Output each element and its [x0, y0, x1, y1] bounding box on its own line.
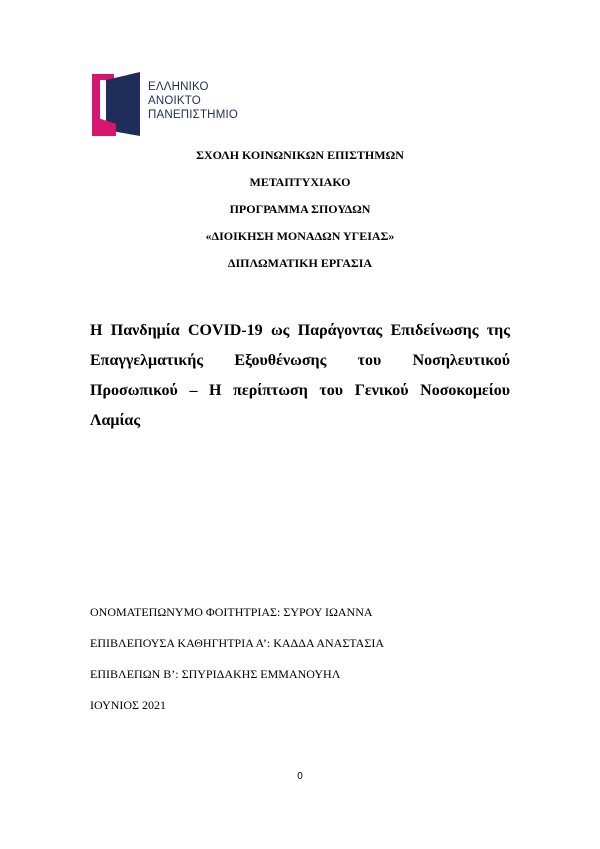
school-name: ΣΧΟΛΗ ΚΟΙΝΩΝΙΚΩΝ ΕΠΙΣΤΗΜΩΝ: [196, 148, 404, 162]
thesis-info: [90, 597, 384, 721]
program-label: ΠΡΟΓΡΑΜΜΑ ΣΠΟΥΔΩΝ: [229, 202, 371, 216]
page-number: 0: [297, 771, 303, 782]
document-heading: [0, 142, 600, 277]
supervisor-b: ΕΠΙΒΛΕΠΩΝ Β’: ΣΠΥΡΙΔΑΚΗΣ ΕΜΜΑΝΟΥΗΛ: [90, 667, 341, 681]
student-name: ΟΝΟΜΑΤΕΠΩΝΥΜΟ ΦΟΙΤΗΤΡΙΑΣ: ΣΥΡΟΥ ΙΩΑΝΝΑ: [90, 605, 373, 619]
thesis-title: Η Πανδημία COVID-19 ως Παράγοντας Επιδείνωσης της Επαγγελματικής Εξουθένωσης του Νοσηλευτικού Προσωπικού – Η περίπτωση του Γενικού Νοσοκομείου Λαμίας: [90, 322, 510, 429]
document-type: ΔΙΠΛΩΜΑΤΙΚΗ ΕΡΓΑΣΙΑ: [227, 256, 373, 270]
supervisor-a: ΕΠΙΒΛΕΠΟΥΣΑ ΚΑΘΗΓΗΤΡΙΑ Α’: ΚΑΔΔΑ ΑΝΑΣΤΑΣΙΑ: [90, 636, 384, 650]
university-name-line: ΠΑΝΕΠΙΣΤΗΜΙΟ: [148, 109, 239, 121]
university-name-line: ΑΝΟΙΚΤΟ: [148, 95, 201, 107]
university-name: [148, 80, 238, 122]
program-name: «ΔΙΟΙΚΗΣΗ ΜΟΝΑΔΩΝ ΥΓΕΙΑΣ»: [205, 229, 395, 243]
program-level: ΜΕΤΑΠΤΥΧΙΑΚΟ: [249, 175, 351, 189]
submission-date: ΙΟΥΝΙΟΣ 2021: [90, 698, 167, 712]
university-name-line: ΕΛΛΗΝΙΚΟ: [148, 81, 209, 93]
